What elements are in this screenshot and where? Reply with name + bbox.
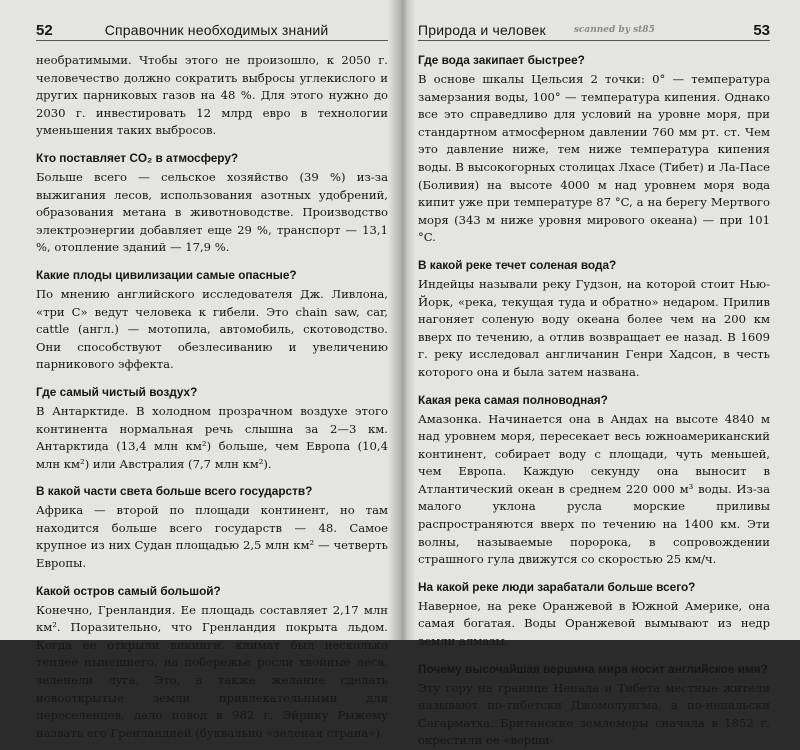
answer-paragraph: Эту гору на границе Непала и Тибета местные жители называют по-тибетски Джомолунгма, а по-непальски Сагарматха. Британские землемеры сначала в 1852 г. окрестили ее «верши- [418, 680, 770, 748]
answer-paragraph: Наверное, на реке Оранжевой в Южной Америке, она самая богатая. Воды Оранжевой вымывают из недр земли алмазы. [418, 598, 770, 649]
answer-paragraph: Африка — второй по площади континент, но там находится больше всего государств — 48. Самое крупное из них Судан площадью 2,5 млн км² — четверть Европы. [36, 503, 388, 571]
scan-watermark: scanned by st85 [573, 25, 655, 35]
answer-paragraph: В основе шкалы Цельсия 2 точки: 0° — температура замерзания воды, 100° — температура кипения. Однако все это справедливо для условий на уровне моря, при стандартном атмосферном давлении 760 мм рт. ст. Чем это давление ниже, тем ниже температура кипения воды. В высокогорных столицах Лхасе (Тибет) и Ла-Пасе (Боливия) на высоте 4000 м над уровнем моря вода кипит уже при температуре 87 °C, а на берегу Мертвого моря (343 м ниже уровня мирового океана) — при 101 °C. [418, 72, 770, 245]
left-page-header [36, 20, 388, 40]
question-heading: В какой части света больше всего государств? [36, 484, 313, 499]
page-number: 53 [753, 21, 770, 39]
intro-paragraph: необратимыми. Чтобы этого не произошло, к 2050 г. человечество должно сократить выбросы углекислого и других парниковых газов на 48 %. Для этого нужно до 2030 г. инвестировать 12 млрд евро в технологии уменьшения таких выбросов. [36, 53, 388, 138]
right-page-header [418, 20, 770, 40]
answer-paragraph: Индейцы называли реку Гудзон, на которой стоит Нью-Йорк, «река, текущая туда и обратно» недаром. Прилив нагоняет соленую воду океана более чем на 200 км вверх по течению, а отлив возвращает ее назад. В 1609 г. реку исследовал англичанин Генри Хадсон, в честь которого она и была затем названа. [418, 276, 770, 379]
question-heading: Какая река самая полноводная? [418, 392, 608, 407]
question-heading: Почему высочайшая вершина мира носит английское имя? [418, 661, 768, 676]
header-rule [418, 40, 770, 41]
running-title: Справочник необходимых знаний [104, 22, 329, 38]
question-heading: На какой реке люди зарабатали больше всего? [418, 579, 696, 594]
page-number: 52 [36, 21, 53, 39]
answer-paragraph: В Антарктиде. В холодном прозрачном воздухе этого континента нормальная речь слышна за 2—3 км. Антарктида (13,4 млн км²) больше, чем Европа (10,4 млн км²) или Австралия (7,7 млн км²). [36, 403, 388, 471]
answer-paragraph: По мнению английского исследователя Дж. Ливлона, «три С» ведут человека к гибели. Это chain saw, car, cattle (англ.) — мотопила, автомобиль, скотоводство. Они способствуют обезлесиванию и увеличению парникового эффекта. [36, 286, 388, 372]
answer-paragraph: Больше всего — сельское хозяйство (39 %) из-за выжигания лесов, использования азотных удобрений, образования метана в животноводстве. Производство электроэнергии добавляет еще 29 %, транспорт — 13,1 %, отопление зданий — 17,9 %. [36, 169, 388, 255]
right-page [402, 0, 800, 748]
running-title: Природа и человек [418, 22, 546, 38]
question-heading: Кто поставляет CO₂ в атмосферу? [36, 150, 239, 165]
answer-paragraph: Конечно, Гренландия. Ее площадь составляет 2,17 млн км². Поразительно, что Гренландия покрыта льдом. Когда ее открыли викинги, климат был несколько теплее нынешнего, на побережье росли хвойные леса, зеленели луга. Это, а также желание сделать новооткрытые земли привлекательными для переселенцев, дало повод в 982 г. Эйрику Рыжему назвать его Гренландией (буквально «зеленая страна»). [36, 602, 388, 740]
right-page-body [418, 52, 770, 750]
left-page-body [36, 52, 388, 742]
question-heading: Где вода закипает быстрее? [418, 53, 585, 67]
answer-paragraph: Амазонка. Начинается она в Андах на высоте 4840 м над уровнем моря, пересекает весь южноамериканский континент, собирает воду с площади, чуть меньшей, чем Европа. Каждую секунду она выносит в Атлантический океан в среднем 220 000 м³ воды. Из-за малого уклона русла морские приливы распространяются вверх по течению на 1400 км. Эти волны, называемые поророка, в сопровождении страшного гула движутся со скоростью 25 км/ч. [418, 411, 770, 567]
left-page [0, 0, 402, 740]
question-heading: Какие плоды цивилизации самые опасные? [36, 267, 297, 282]
question-heading: Какой остров самый большой? [36, 583, 221, 598]
question-heading: В какой реке течет соленая вода? [418, 257, 617, 272]
header-rule [36, 40, 388, 41]
question-heading: Где самый чистый воздух? [36, 384, 198, 399]
